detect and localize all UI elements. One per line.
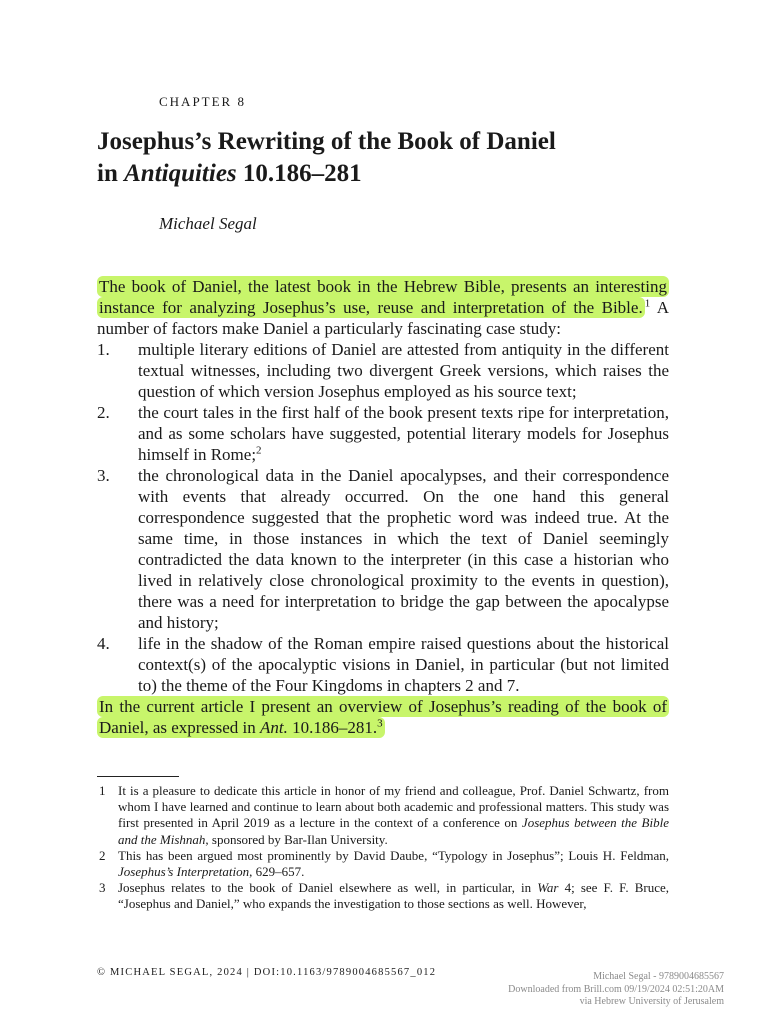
- list-number: 2.: [97, 403, 110, 422]
- closing-italic: Ant.: [259, 718, 288, 737]
- list-number: 4.: [97, 634, 110, 653]
- copyright-doi: © MICHAEL SEGAL, 2024 | DOI:10.1163/9789004685567_012: [97, 967, 437, 978]
- footnote-italic: War: [537, 880, 559, 896]
- footnote-text: Josephus relates to the book of Daniel elsewhere as well, in particular, in: [118, 880, 538, 896]
- footnote-italic: Josephus between the Bible and the Mishnah: [118, 815, 669, 847]
- footnote-text: This has been argued most prominently by David Daube, “Typology in Josephus”; Louis H. Feldman,: [118, 847, 669, 863]
- list-item: [97, 633, 669, 696]
- footnote-text: , 629–657.: [249, 864, 305, 880]
- list-number: 3.: [97, 466, 110, 485]
- highlight-closing[interactable]: [97, 696, 669, 738]
- list-text: life in the shadow of the Roman empire raised questions about the historical context(s) of the apocalyptic visions in Daniel, in particular (but not limited to) the theme of the Four Kingdoms in chapters 2 and 7.: [138, 634, 669, 695]
- closing-text: In the current article I present an overview of Josephus’s reading of the book of Daniel, as expressed in: [99, 697, 667, 737]
- download-line: Downloaded from Brill.com 09/19/2024 02:51:20AM: [508, 983, 724, 995]
- footnote-2: [97, 848, 669, 880]
- list-text: multiple literary editions of Daniel are attested from antiquity in the different textual witnesses, including two divergent Greek versions, which raises the question of which version Josephus employed as his source text;: [138, 340, 669, 401]
- title-line2-suffix: 10.186–281: [236, 160, 362, 187]
- footnote-number: 2: [99, 847, 106, 863]
- footnote-ref-2[interactable]: 2: [256, 444, 262, 457]
- footnote-number: 3: [99, 880, 106, 896]
- title-line1: Josephus’s Rewriting of the Book of Daniel: [97, 128, 556, 155]
- download-line: Michael Segal - 9789004685567: [593, 971, 724, 982]
- footnote-number: 1: [99, 783, 106, 798]
- author-name: Michael Segal: [159, 214, 257, 233]
- footnote-3: [97, 880, 669, 912]
- title-line2-italic: Antiquities: [124, 160, 237, 187]
- footnotes: [97, 783, 669, 913]
- list-text: the court tales in the first half of the book present texts ripe for interpretation, and as some scholars have suggested, potential literary models for Josephus himself in Rome;: [138, 403, 669, 464]
- list-number: 1.: [97, 340, 110, 359]
- chapter-title: [97, 126, 697, 190]
- download-watermark: [508, 971, 724, 1009]
- list-item: [97, 402, 669, 465]
- intro-paragraph: [97, 276, 669, 339]
- footnote-text: 4; see F. F. Bruce, “Josephus and Daniel,” who expands the investigation to those sections as well. However,: [118, 880, 669, 912]
- chapter-label: CHAPTER 8: [159, 94, 246, 109]
- highlight-intro[interactable]: The book of Daniel, the latest book in the Hebrew Bible, presents an interesting instance for analyzing Josephus’s use, reuse and interpretation of the Bible.: [99, 277, 667, 317]
- list-item: [97, 339, 669, 402]
- closing-paragraph: [97, 696, 669, 738]
- title-line2-prefix: in: [97, 160, 125, 187]
- list-item: [97, 465, 669, 633]
- footnote-ref-1[interactable]: 1: [644, 297, 651, 310]
- footnote-italic: Josephus’s Interpretation: [118, 864, 250, 880]
- footnote-text: It is a pleasure to dedicate this article in honor of my friend and colleague, Prof. Daniel Schwartz, from whom I have learned and continue to learn about both academic and professional matters. This study was first presented in April 2019 as a lecture in the context of a conference on: [118, 783, 669, 831]
- download-line: via Hebrew University of Jerusalem: [579, 996, 724, 1007]
- list-text: the chronological data in the Daniel apocalypses, and their correspondence with events that already occurred. On the one hand this general correspondence suggested that the prophetic word was indeed true. At the same time, in those instances in which the text of Daniel seemingly contradicted the data known to the interpreter (in this case a historian who lived in relatively close chronological proximity to the events in question), there was a need for interpretation to bridge the gap between the apocalypse and history;: [138, 466, 669, 632]
- footnote-ref-3[interactable]: 3: [377, 717, 383, 730]
- footnote-text: , sponsored by Bar-Ilan University.: [205, 831, 388, 847]
- article-body: [97, 276, 669, 738]
- intro-rest: A number of factors make Daniel a particularly fascinating case study:: [97, 298, 670, 338]
- footnote-divider: [97, 776, 179, 777]
- footnote-1: [97, 783, 669, 848]
- closing-suffix: 10.186–281.: [287, 718, 378, 737]
- factor-list: [97, 339, 669, 696]
